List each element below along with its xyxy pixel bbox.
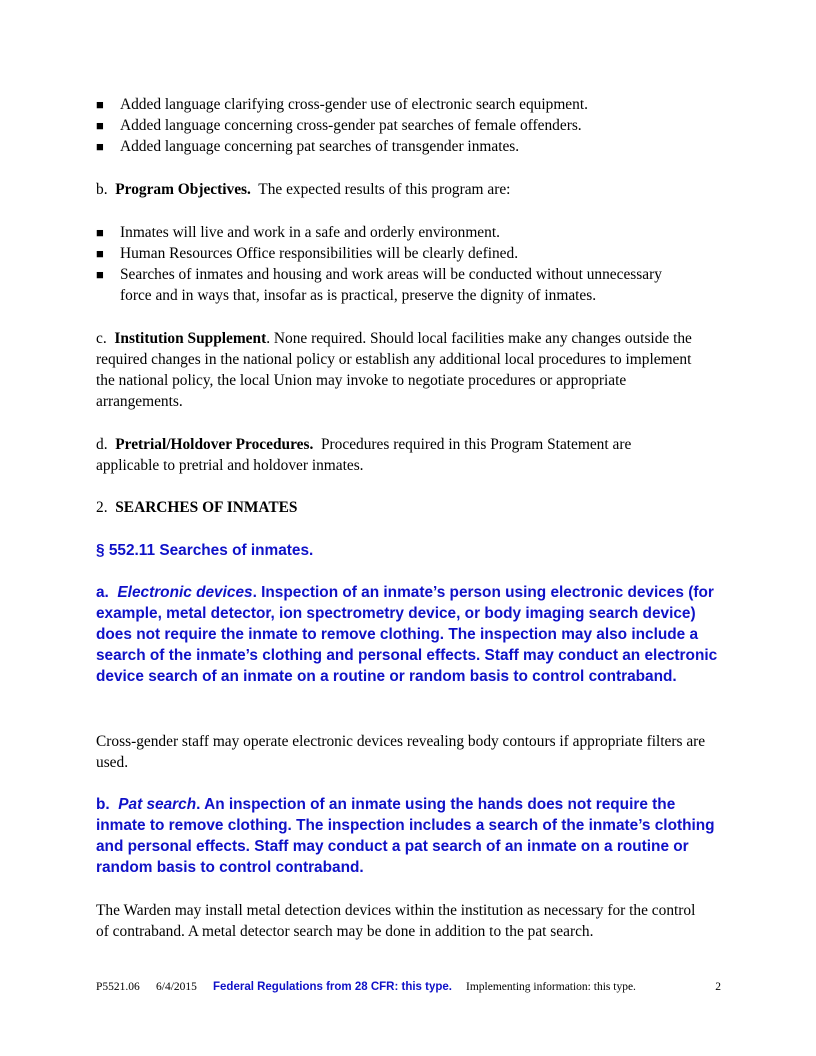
list-item: ■ Human Resources Office responsibilities will be clearly defined. <box>96 245 519 262</box>
bullet-icon: ■ <box>96 246 104 261</box>
list-item: ■ Searches of inmates and housing and work areas will be conducted without unnecessary force and in ways that, insofar as is practical, preserve the dignity of inmates. <box>96 266 662 304</box>
cross-gender-paragraph: Cross-gender staff may operate electronic devices revealing body contours if appropriate filters are used. <box>96 733 706 771</box>
document-date: 6/4/2015 <box>156 981 197 993</box>
bullet-icon: ■ <box>96 267 104 282</box>
list-item: ■ Inmates will live and work in a safe and orderly environment. <box>96 224 500 241</box>
regulation-b-term: Pat search <box>118 796 197 813</box>
page-footer <box>96 979 721 995</box>
changes-list <box>96 94 736 157</box>
list-item: ■ Added language concerning cross-gender pat searches of female offenders. <box>96 117 582 134</box>
institution-supplement-heading: Institution Supplement <box>114 330 267 347</box>
list-item: ■ Added language clarifying cross-gender use of electronic search equipment. <box>96 96 588 113</box>
pretrial-holdover-heading: Pretrial/Holdover Procedures. <box>115 436 314 453</box>
institution-supplement-paragraph: c. Institution Supplement. None required. Should local facilities make any changes outside the required changes in the national policy or establish any additional local procedures to implement the national policy, the local Union may invoke to negotiate procedures or appropriate arrangements. <box>96 330 692 410</box>
pretrial-holdover-paragraph: d. Pretrial/Holdover Procedures. Procedures required in this Program Statement are applicable to pretrial and holdover inmates. <box>96 436 632 474</box>
program-objectives-heading: Program Objectives. <box>115 181 251 198</box>
regulation-heading: § 552.11 Searches of inmates. <box>96 542 314 559</box>
section-heading: 2. SEARCHES OF INMATES <box>96 499 298 516</box>
regulation-a-term: Electronic devices <box>117 584 253 601</box>
page-number: 2 <box>715 981 721 993</box>
warden-paragraph: The Warden may install metal detection devices within the institution as necessary for the control of contraband. A metal detector search may be done in addition to the pat search. <box>96 902 696 940</box>
bullet-icon: ■ <box>96 118 104 133</box>
document-code: P5521.06 <box>96 981 140 993</box>
regulation-b-paragraph: b. Pat search. An inspection of an inmate using the hands does not require the inmate to remove clothing. The inspection includes a search of the inmate’s clothing and personal effects. Staff may conduct a pat search of an inmate on a routine or random basis to control contraband. <box>96 796 715 876</box>
objectives-list <box>96 222 736 306</box>
bullet-icon: ■ <box>96 139 104 154</box>
implementing-legend: Implementing information: this type. <box>466 981 636 993</box>
bullet-icon: ■ <box>96 97 104 112</box>
program-objectives-paragraph: b. Program Objectives. The expected results of this program are: <box>96 181 511 198</box>
regulation-a-paragraph: a. Electronic devices. Inspection of an inmate’s person using electronic devices (for example, metal detector, ion spectrometry device, or body imaging search device) does not require the inmate to remove clothing. The inspection may also include a search of the inmate’s clothing and personal effects. Staff may conduct an electronic device search of an inmate on a routine or random basis to control contraband. <box>96 584 718 685</box>
bullet-icon: ■ <box>96 225 104 240</box>
regulation-legend: Federal Regulations from 28 CFR: this type. <box>213 981 452 993</box>
list-item: ■ Added language concerning pat searches of transgender inmates. <box>96 138 520 155</box>
